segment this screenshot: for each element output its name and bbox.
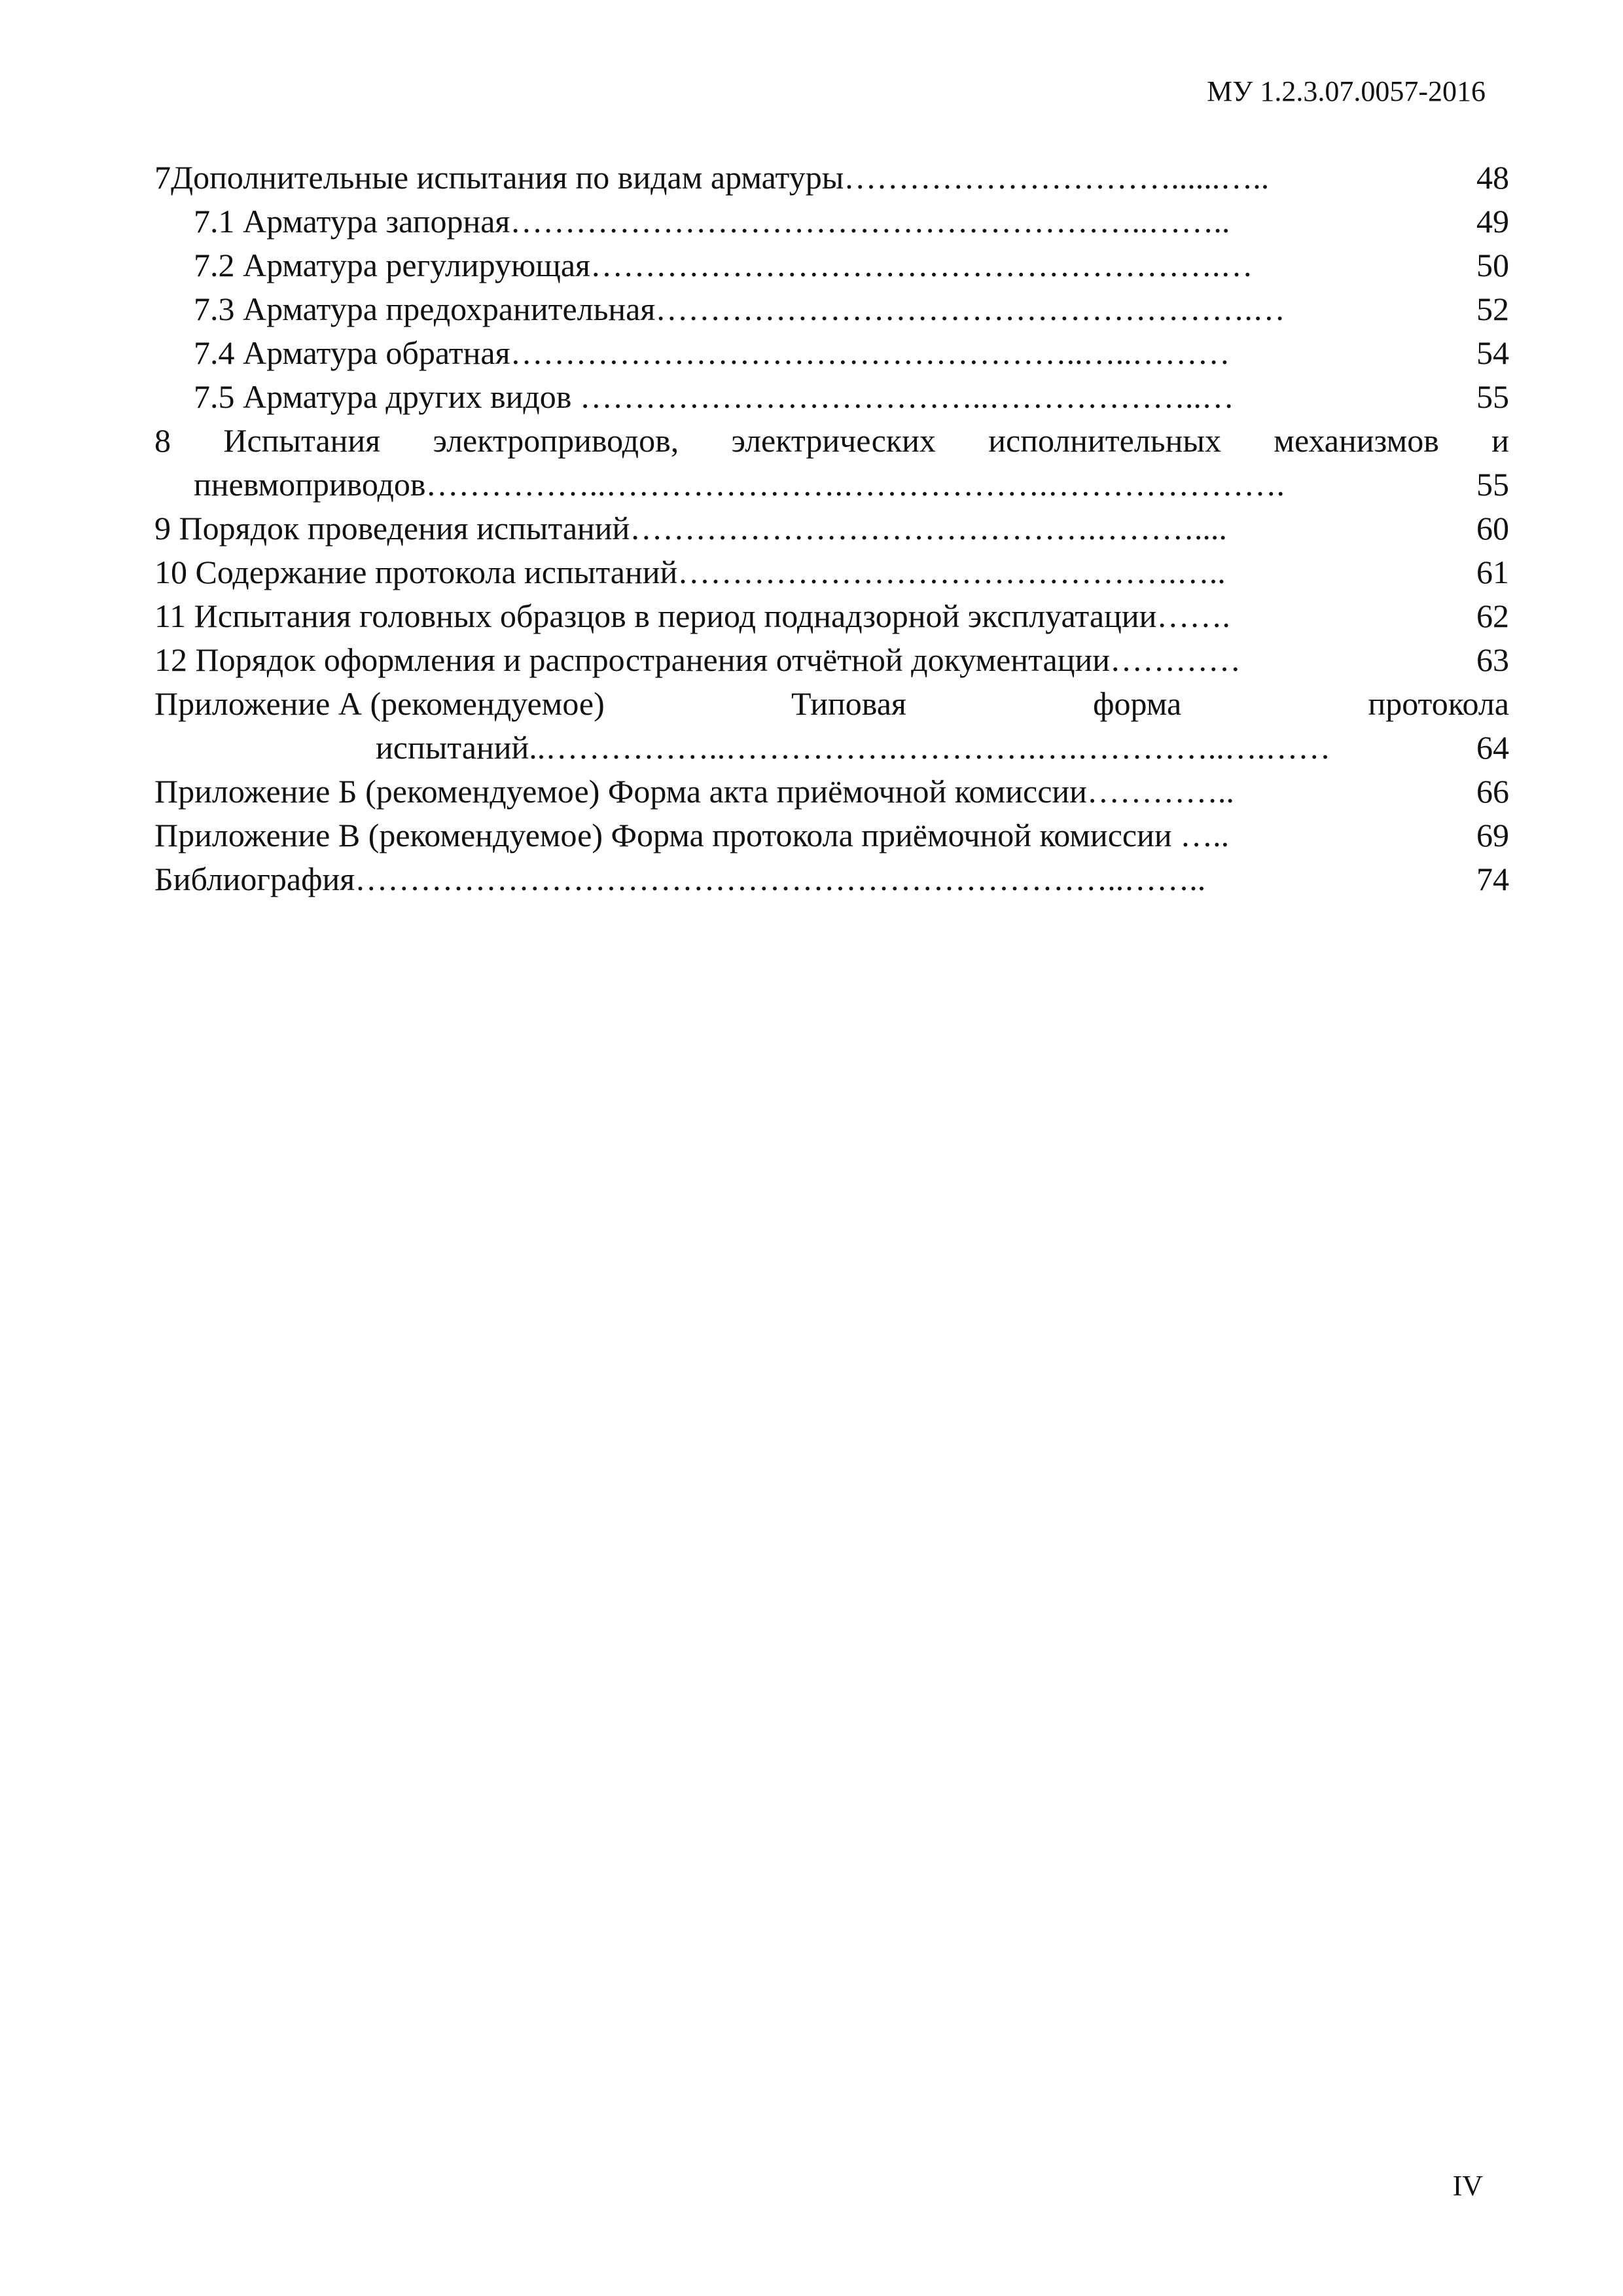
toc-page-number: 52 (1476, 291, 1509, 327)
toc-entry-7-4[interactable] (154, 331, 1509, 375)
toc-word: Приложение А (рекомендуемое) (154, 685, 605, 722)
toc-page-number: 48 (1476, 159, 1509, 196)
toc-entry-bibliography[interactable] (154, 857, 1509, 901)
toc-word: форма (1093, 685, 1182, 722)
toc-page-number: 62 (1476, 598, 1509, 634)
toc-entry-title: 11 Испытания головных образцов в период поднадзорной эксплуатации……. (154, 598, 1230, 634)
toc-entry-title: 7.4 Арматура обратная……………………………………………..…..……… (194, 334, 1230, 371)
toc-entry-11[interactable] (154, 594, 1509, 638)
toc-entry-title: Библиография……………………………………………………………..…….. (154, 861, 1206, 897)
toc-word: и (1491, 422, 1509, 459)
toc-entry-title: пневмоприводов……………..………………….……………….…………………. (194, 466, 1285, 503)
toc-entry-7-1[interactable] (154, 200, 1509, 243)
toc-entry-appendix-b[interactable] (154, 770, 1509, 814)
toc-entry-title: 7.5 Арматура других видов ………………………………..………………..… (194, 378, 1234, 415)
toc-entry-appendix-a-title[interactable] (154, 682, 1509, 726)
toc-word: механизмов (1274, 422, 1439, 459)
toc-page-number: 74 (1476, 861, 1509, 897)
toc-entry-appendix-a-continuation[interactable] (154, 726, 1509, 770)
toc-entry-title: 12 Порядок оформления и распространения отчётной документации………… (154, 641, 1241, 678)
toc-page-number: 55 (1476, 466, 1509, 503)
toc-word: протокола (1368, 685, 1509, 722)
toc-entry-appendix-v[interactable] (154, 814, 1509, 857)
toc-page-number: 55 (1476, 378, 1509, 415)
toc-entry-title: 7.2 Арматура регулирующая………………………………………………….… (194, 247, 1253, 283)
toc-word: 8 (154, 422, 171, 459)
toc-page-number: 63 (1476, 641, 1509, 678)
toc-page-number: 61 (1476, 554, 1509, 590)
toc-word: электрических (731, 422, 936, 459)
toc-entry-8-continuation[interactable] (154, 463, 1509, 507)
toc-entry-title: Приложение Б (рекомендуемое) Форма акта приёмочной комиссии………….. (154, 773, 1234, 810)
toc-word: Испытания (223, 422, 381, 459)
toc-entry-title: 7.1 Арматура запорная…………………………………………………..…….. (194, 203, 1230, 240)
toc-page-number: 60 (1476, 510, 1509, 547)
toc-page-number: 66 (1476, 773, 1509, 810)
toc-entry-7[interactable] (154, 156, 1509, 200)
toc-entry-10[interactable] (154, 550, 1509, 594)
toc-entry-title: испытаний..……………..…………….………….….…………..….…… (376, 729, 1331, 766)
toc-entry-7-3[interactable] (154, 287, 1509, 331)
toc-entry-12[interactable] (154, 638, 1509, 682)
toc-entry-7-5[interactable] (154, 375, 1509, 419)
toc-entry-7-2[interactable] (154, 243, 1509, 287)
toc-entry-title: 7Дополнительные испытания по видам арматуры…………………………......….. (154, 159, 1270, 196)
toc-entry-9[interactable] (154, 507, 1509, 550)
page-number: IV (1452, 2170, 1483, 2202)
toc-entry-title: 7.3 Арматура предохранительная……………………………………………….… (194, 291, 1285, 327)
toc-page-number: 49 (1476, 203, 1509, 240)
toc-page-number: 69 (1476, 817, 1509, 853)
toc-entry-8-title[interactable] (154, 419, 1509, 463)
toc-page-number: 64 (1476, 729, 1509, 766)
toc-entry-title: 10 Содержание протокола испытаний……………………………………….….. (154, 554, 1226, 590)
toc-word: Типовая (791, 685, 906, 722)
toc-word: электроприводов, (433, 422, 679, 459)
toc-word: исполнительных (988, 422, 1221, 459)
toc-page-number: 54 (1476, 334, 1509, 371)
document-code: МУ 1.2.3.07.0057-2016 (1207, 75, 1486, 107)
toc-entry-title: 9 Порядок проведения испытаний…………………………………….……….... (154, 510, 1227, 547)
table-of-contents (154, 156, 1509, 901)
toc-page-number: 50 (1476, 247, 1509, 283)
toc-entry-title: Приложение В (рекомендуемое) Форма протокола приёмочной комиссии ….. (154, 817, 1230, 853)
